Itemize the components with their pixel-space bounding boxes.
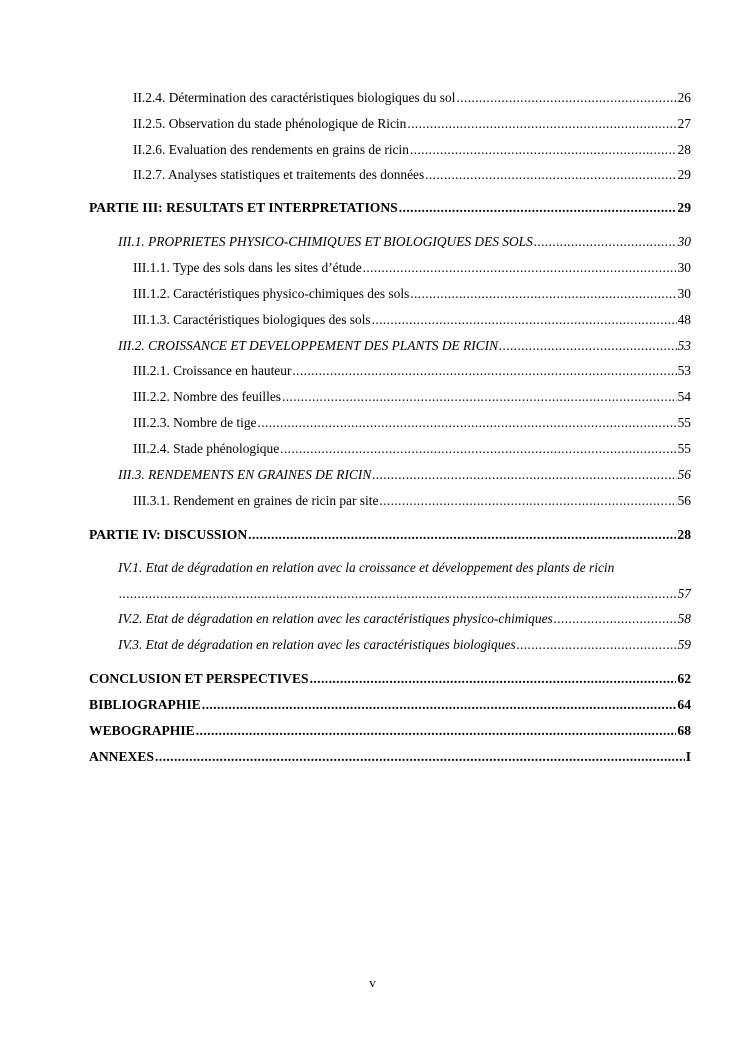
toc-entry-label: III.2.2. Nombre des feuilles — [133, 389, 281, 404]
toc-entry-label: WEBOGRAPHIE — [89, 723, 195, 738]
toc-entry-label: III.2.3. Nombre de tige — [133, 415, 257, 430]
toc-entry[interactable] — [133, 142, 691, 158]
toc-entry-label: II.2.5. Observation du stade phénologique de Ricin — [133, 116, 407, 131]
toc-entry-label: III.3. RENDEMENTS EN GRAINES DE RICIN — [118, 467, 372, 482]
toc-entry-page: 56 — [677, 467, 691, 482]
toc-entry-page: 54 — [677, 389, 691, 404]
toc-entry[interactable] — [133, 260, 691, 276]
toc-part-heading[interactable] — [89, 723, 691, 739]
toc-entry-label: IV.2. Etat de dégradation en relation avec les caractéristiques physico-chimiques — [118, 611, 553, 626]
toc-entry-label: II.2.4. Détermination des caractéristiques biologiques du sol — [133, 90, 456, 105]
dot-leader — [379, 493, 676, 509]
toc-entry-page: 57 — [677, 586, 691, 601]
toc-entry-page: 27 — [677, 116, 691, 131]
toc-entry-page: 64 — [677, 697, 691, 712]
toc-entry-label: III.2.1. Croissance en hauteur — [133, 363, 292, 378]
dot-leader — [292, 363, 676, 379]
toc-entry[interactable] — [133, 90, 691, 106]
toc-entry[interactable] — [133, 389, 691, 405]
toc-part-heading[interactable] — [89, 200, 691, 216]
dot-leader — [372, 467, 676, 483]
toc-entry-label: III.2.4. Stade phénologique — [133, 441, 280, 456]
toc-entry-page: 48 — [677, 312, 691, 327]
toc-entry[interactable] — [133, 116, 691, 132]
toc-entry-page: 30 — [677, 286, 691, 301]
toc-entry-page: 68 — [677, 723, 691, 738]
toc-entry-page: 30 — [677, 234, 691, 249]
dot-leader — [399, 200, 677, 216]
toc-entry[interactable] — [133, 286, 691, 302]
toc-entry-page: 28 — [677, 527, 691, 542]
dot-leader — [425, 167, 676, 183]
toc-entry-label: BIBLIOGRAPHIE — [89, 697, 201, 712]
toc-section-entry[interactable] — [118, 637, 691, 653]
dot-leader — [534, 234, 677, 250]
toc-entry-label: II.2.7. Analyses statistiques et traitements des données — [133, 167, 425, 182]
dot-leader — [517, 637, 677, 653]
dot-leader — [363, 260, 677, 276]
dot-leader — [202, 697, 677, 713]
toc-entry-page: 62 — [677, 671, 691, 686]
dot-leader — [407, 116, 676, 132]
toc-entry-page: 53 — [677, 363, 691, 378]
toc-part-heading[interactable] — [89, 671, 691, 687]
dot-leader — [282, 389, 677, 405]
toc-part-heading[interactable] — [89, 697, 691, 713]
toc-entry-page: 55 — [677, 441, 691, 456]
toc-entry-page: 55 — [677, 415, 691, 430]
dot-leader — [554, 611, 677, 627]
toc-part-heading[interactable] — [89, 527, 691, 543]
toc-entry-label: PARTIE IV: DISCUSSION — [89, 527, 248, 542]
dot-leader — [248, 527, 676, 543]
toc-entry-page: 30 — [677, 260, 691, 275]
toc-entry-page: 29 — [677, 167, 691, 182]
toc-entry[interactable] — [133, 415, 691, 431]
toc-entry[interactable] — [133, 493, 691, 509]
toc-section-entry-continuation[interactable] — [118, 586, 691, 602]
toc-entry-page: 56 — [677, 493, 691, 508]
dot-leader — [456, 90, 676, 106]
toc-entry-label: III.3.1. Rendement en graines de ricin par site — [133, 493, 379, 508]
page-number: v — [369, 975, 376, 990]
toc-entry-label: III.1.3. Caractéristiques biologiques des sols — [133, 312, 371, 327]
dot-leader — [196, 723, 677, 739]
toc-section-entry[interactable] — [118, 338, 691, 354]
toc-section-entry[interactable] — [118, 467, 691, 483]
toc-entry-label: III.2. CROISSANCE ET DEVELOPPEMENT DES PLANTS DE RICIN — [118, 338, 499, 353]
toc-entry-page: 53 — [677, 338, 691, 353]
dot-leader — [372, 312, 677, 328]
toc-entry[interactable] — [133, 312, 691, 328]
dot-leader — [410, 286, 676, 302]
toc-entry-page: 59 — [677, 637, 691, 652]
toc-entry-page: 28 — [677, 142, 691, 157]
toc-entry-label: III.1. PROPRIETES PHYSICO-CHIMIQUES ET BIOLOGIQUES DES SOLS — [118, 234, 533, 249]
toc-entry[interactable] — [133, 363, 691, 379]
toc-entry-label: III.1.1. Type des sols dans les sites d’étude — [133, 260, 362, 275]
toc-section-entry[interactable] — [118, 611, 691, 627]
dot-leader — [119, 586, 677, 602]
toc-entry-page: I — [685, 749, 691, 764]
toc-entry[interactable] — [133, 441, 691, 457]
toc-entry-label: II.2.6. Evaluation des rendements en grains de ricin — [133, 142, 409, 157]
toc-entry-label: III.1.2. Caractéristiques physico-chimiques des sols — [133, 286, 410, 301]
dot-leader — [410, 142, 677, 158]
dot-leader — [280, 441, 676, 457]
toc-part-heading[interactable] — [89, 749, 691, 765]
dot-leader — [310, 671, 677, 687]
toc-entry-label: CONCLUSION ET PERSPECTIVES — [89, 671, 309, 686]
dot-leader — [257, 415, 676, 431]
toc-section-entry[interactable] — [118, 234, 691, 250]
toc-entry-page: 29 — [677, 200, 691, 215]
toc-entry-label: ANNEXES — [89, 749, 154, 764]
dot-leader — [155, 749, 685, 765]
toc-entry[interactable] — [133, 167, 691, 183]
toc-entry-page: 58 — [677, 611, 691, 626]
toc-entry-page: 26 — [677, 90, 691, 105]
toc-section-entry-label[interactable]: IV.1. Etat de dégradation en relation avec la croissance et développement des plants de ricin — [118, 560, 615, 575]
dot-leader — [499, 338, 677, 354]
toc-entry-label: PARTIE III: RESULTATS ET INTERPRETATIONS — [89, 200, 398, 215]
toc-entry-label: IV.3. Etat de dégradation en relation avec les caractéristiques biologiques — [118, 637, 516, 652]
